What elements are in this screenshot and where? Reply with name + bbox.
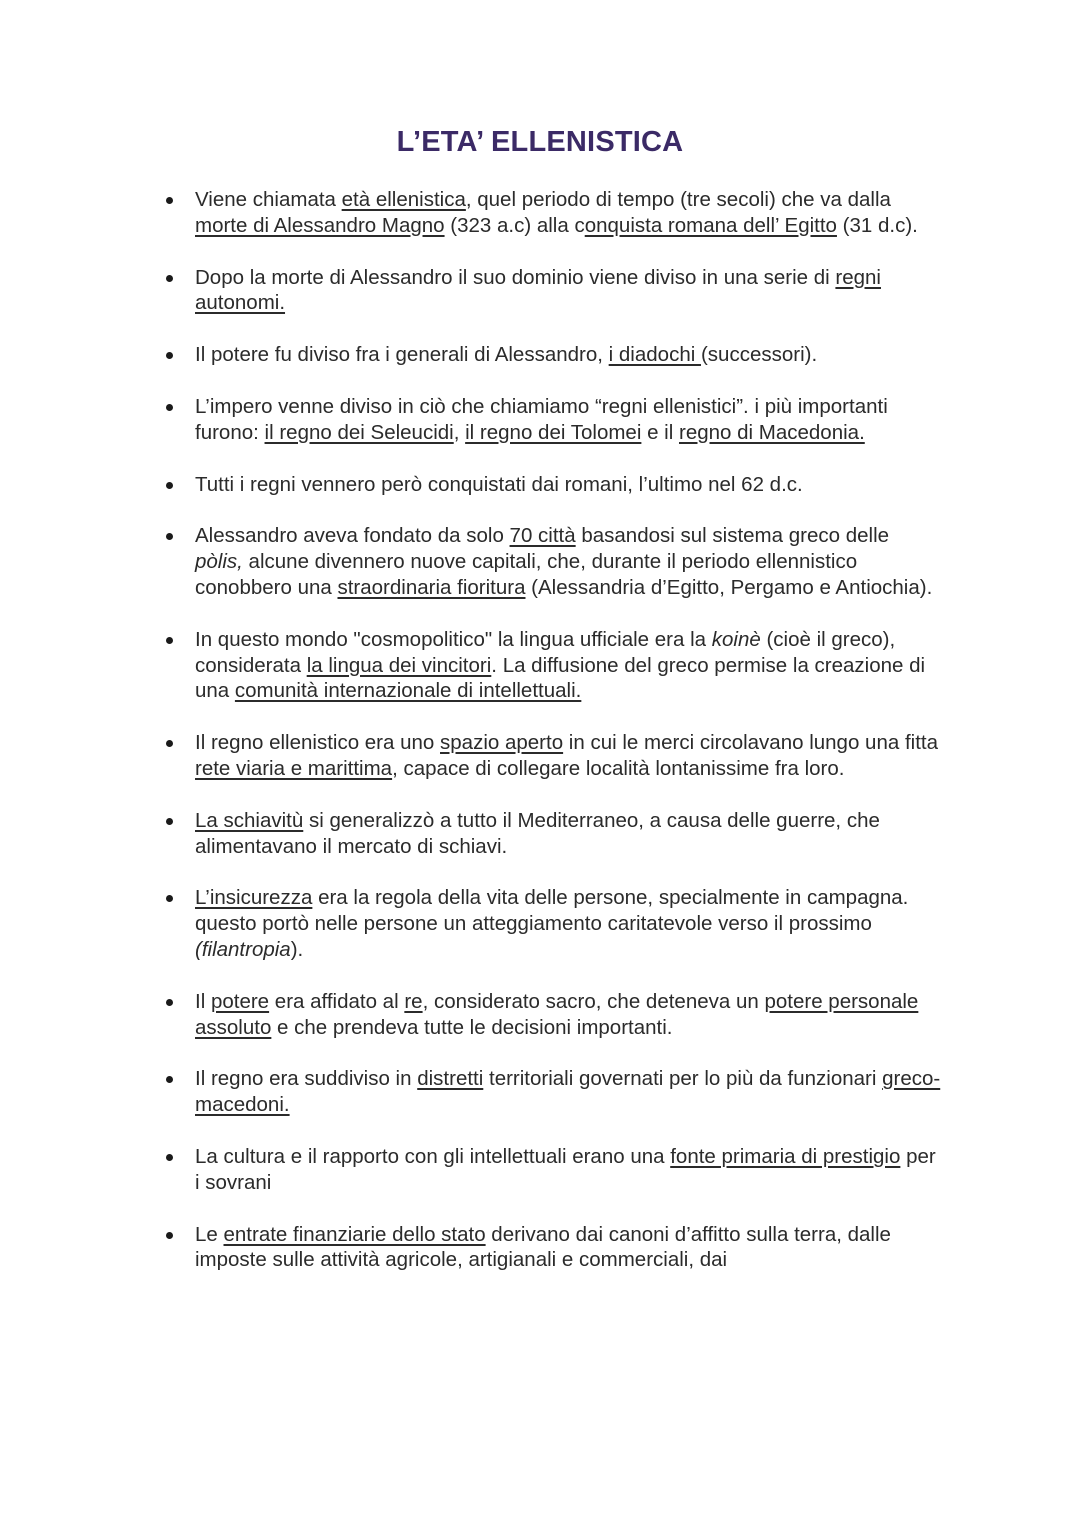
bullet-icon — [166, 1232, 173, 1239]
bullet-icon — [166, 1154, 173, 1161]
text-segment: Il potere fu diviso fra i generali di Alessandro, — [195, 343, 609, 367]
list-item — [0, 472, 1080, 498]
text-segment: si generalizzò a tutto il Mediterraneo, a causa delle guerre, che alimentavano il mercato di schiavi. — [195, 808, 880, 858]
text-segment: Le — [195, 1222, 224, 1246]
bullet-icon — [166, 740, 173, 747]
list-item — [0, 1066, 1080, 1118]
bullet-icon — [166, 404, 173, 411]
text-segment: territoriali governati per lo più da funzionari — [483, 1067, 883, 1091]
text-segment: ). — [290, 937, 304, 961]
underlined-text: entrate finanziarie dello stato — [223, 1222, 486, 1246]
list-item — [0, 523, 1080, 600]
italic-text: (filantropia — [195, 937, 291, 961]
underlined-text: il regno dei Seleucidi — [264, 420, 454, 444]
text-segment: In questo mondo "cosmopolitico" la lingua ufficiale era la — [195, 627, 712, 651]
text-segment: Viene chiamata — [195, 188, 342, 211]
text-segment: Il regno era suddiviso in — [195, 1067, 418, 1091]
text-segment: Il regno ellenistico era uno — [195, 731, 441, 755]
text-segment: in cui le merci circolavano lungo una fitta — [563, 731, 938, 755]
text-segment: . La diffusione del greco permise la creazione di una — [195, 653, 926, 703]
underlined-text: straordinaria fioritura — [337, 575, 526, 599]
text-segment: Il — [195, 989, 211, 1013]
list-item — [0, 265, 1080, 317]
text-segment: (successori). — [700, 343, 818, 367]
text-segment: , — [453, 420, 466, 444]
text-segment: , capace di collegare località lontanissime fra loro. — [392, 756, 845, 780]
text-segment: e il — [641, 420, 679, 444]
list-item — [0, 989, 1080, 1041]
underlined-text: la lingua dei vincitori — [306, 653, 492, 677]
text-segment: alcune divennero nuove capitali, che, durante il periodo ellennistico conobbero una — [195, 550, 858, 599]
bullet-icon — [166, 275, 173, 282]
list-item — [0, 885, 1080, 962]
bullet-icon — [166, 1076, 173, 1083]
text-segment: basandosi sul sistema greco delle — [575, 524, 890, 548]
text-segment: (cioè il greco), considerata — [195, 627, 896, 677]
list-item — [0, 187, 1080, 239]
italic-text: pòlis, — [195, 550, 243, 574]
list-item — [0, 1222, 1080, 1274]
text-segment: La cultura e il rapporto con gli intellettuali erano una — [195, 1144, 671, 1168]
list-item — [0, 394, 1080, 446]
bullet-icon — [166, 197, 173, 204]
text-segment: L’impero venne diviso in ciò che chiamiamo “regni ellenistici”. i più importanti furono: — [195, 394, 888, 444]
text-segment: , quel periodo di tempo (tre secoli) che va dalla — [465, 188, 891, 211]
underlined-text: L’insicurezza — [195, 886, 313, 910]
underlined-text: morte di Alessandro Magno — [195, 213, 445, 237]
bullet-icon — [166, 352, 173, 359]
text-segment: per i sovrani — [195, 1144, 936, 1194]
underlined-text: spazio aperto — [440, 731, 564, 755]
text-segment: (31 d.c). — [836, 213, 918, 237]
list-item — [0, 342, 1080, 368]
text-segment: derivano dai canoni d’affitto sulla terra, dalle imposte sulle attività agricole, artigianali e commerciali, dai — [195, 1222, 891, 1272]
text-segment: Alessandro aveva fondato da solo — [195, 524, 510, 548]
underlined-text: greco-macedoni. — [195, 1067, 941, 1117]
text-segment: Tutti i regni vennero però conquistati dai romani, l’ultimo nel 62 d.c. — [195, 472, 803, 496]
text-segment: era affidato al — [269, 989, 405, 1013]
bullet-icon — [166, 999, 173, 1006]
underlined-text: età ellenistica — [341, 188, 466, 211]
underlined-text: fonte primaria di prestigio — [670, 1144, 901, 1168]
underlined-text: distretti — [417, 1067, 484, 1091]
underlined-text: regno di Macedonia. — [679, 420, 865, 444]
underlined-text: il regno dei Tolomei — [465, 420, 642, 444]
list-item — [0, 730, 1080, 782]
list-item — [0, 808, 1080, 860]
underlined-text: onquista romana dell’ Egitto — [584, 213, 837, 237]
underlined-text: potere — [210, 989, 270, 1013]
underlined-text: La schiavitù — [195, 808, 304, 832]
underlined-text: potere personale assoluto — [195, 989, 919, 1039]
text-segment: era la regola della vita delle persone, specialmente in campagna. questo portò nelle persone un atteggiamento caritatevole verso il prossimo — [195, 886, 909, 936]
list-item — [0, 1144, 1080, 1196]
list-item — [0, 627, 1080, 704]
bullet-icon — [166, 895, 173, 902]
underlined-text: comunità internazionale di intellettuali. — [234, 679, 582, 703]
bullet-icon — [166, 533, 173, 540]
text-segment: , considerato sacro, che deteneva un — [422, 989, 765, 1013]
text-segment: Dopo la morte di Alessandro il suo dominio viene diviso in una serie di — [195, 265, 836, 289]
text-segment: (323 a.c) alla c — [444, 213, 585, 237]
bullet-list — [0, 187, 1080, 1299]
bullet-icon — [166, 818, 173, 825]
underlined-text: 70 città — [509, 524, 576, 548]
underlined-text: rete viaria e marittima — [195, 756, 393, 780]
underlined-text: regni autonomi. — [195, 265, 881, 315]
bullet-icon — [166, 637, 173, 644]
page-title: L’ETA’ ELLENISTICA — [396, 126, 684, 158]
italic-text: koinè — [711, 627, 761, 651]
text-segment: e che prendeva tutte le decisioni importanti. — [271, 1015, 673, 1039]
underlined-text: re — [404, 989, 423, 1013]
text-segment: (Alessandria d’Egitto, Pergamo e Antiochia). — [525, 575, 933, 599]
underlined-text: i diadochi — [608, 343, 701, 367]
bullet-icon — [166, 482, 173, 489]
